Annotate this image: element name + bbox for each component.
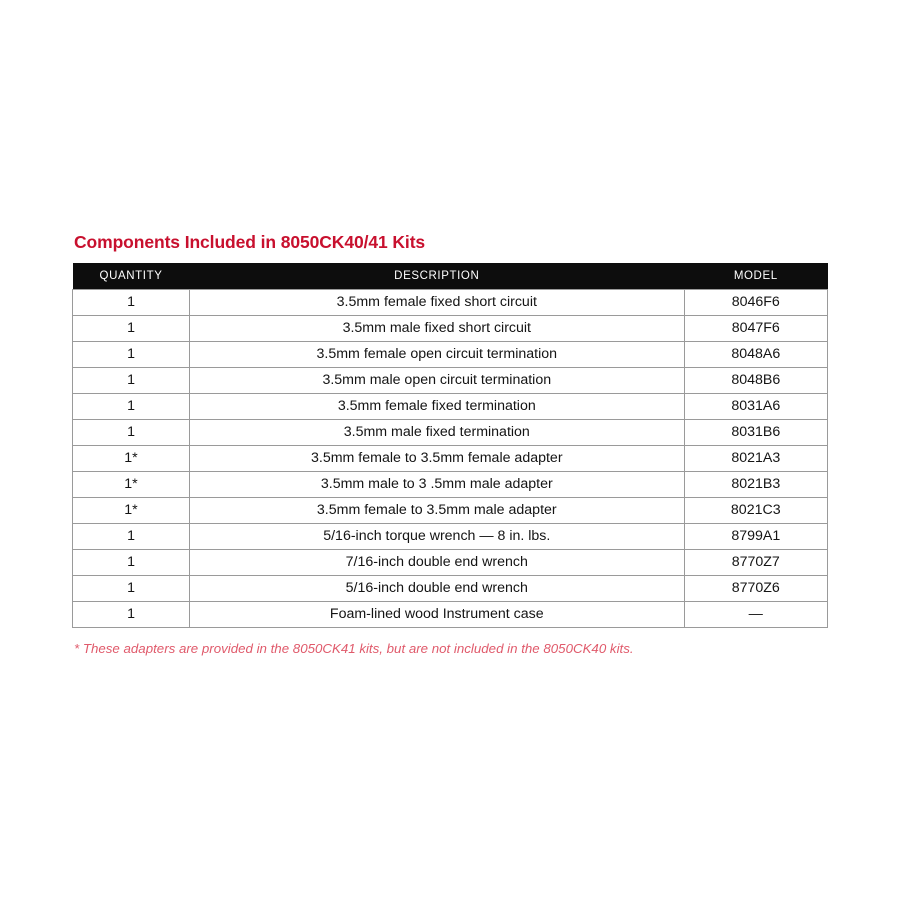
cell-quantity: 1 — [73, 550, 190, 576]
table-row — [73, 472, 828, 498]
cell-description: 3.5mm male to 3 .5mm male adapter — [190, 472, 685, 498]
cell-description: 3.5mm male fixed short circuit — [190, 316, 685, 342]
column-header-description: DESCRIPTION — [190, 263, 685, 290]
cell-model: 8799A1 — [684, 524, 827, 550]
cell-description: 3.5mm female open circuit termination — [190, 342, 685, 368]
page-title: Components Included in 8050CK40/41 Kits — [74, 232, 426, 252]
footnote: * These adapters are provided in the 8050CK41 kits, but are not included in the 8050CK40 kits. — [74, 641, 634, 656]
cell-description: 3.5mm female to 3.5mm male adapter — [190, 498, 685, 524]
cell-description: 3.5mm male open circuit termination — [190, 368, 685, 394]
column-header-model: MODEL — [684, 263, 827, 290]
table-body — [73, 290, 828, 628]
cell-description: 3.5mm female fixed termination — [190, 394, 685, 420]
cell-quantity: 1* — [73, 446, 190, 472]
cell-description: 7/16-inch double end wrench — [190, 550, 685, 576]
cell-description: Foam-lined wood Instrument case — [190, 602, 685, 628]
cell-description: 3.5mm female to 3.5mm female adapter — [190, 446, 685, 472]
cell-quantity: 1 — [73, 420, 190, 446]
cell-quantity: 1 — [73, 342, 190, 368]
cell-quantity: 1* — [73, 472, 190, 498]
cell-quantity: 1 — [73, 394, 190, 420]
cell-model: 8048A6 — [684, 342, 827, 368]
table-row — [73, 446, 828, 472]
cell-model: 8031B6 — [684, 420, 827, 446]
cell-model: — — [684, 602, 827, 628]
table-row — [73, 368, 828, 394]
table-row — [73, 316, 828, 342]
cell-description: 5/16-inch double end wrench — [190, 576, 685, 602]
cell-model: 8047F6 — [684, 316, 827, 342]
cell-model: 8031A6 — [684, 394, 827, 420]
components-block — [72, 232, 828, 656]
table-row — [73, 602, 828, 628]
cell-model: 8048B6 — [684, 368, 827, 394]
cell-quantity: 1 — [73, 316, 190, 342]
cell-quantity: 1 — [73, 576, 190, 602]
table-header-row — [73, 263, 828, 290]
cell-model: 8770Z6 — [684, 576, 827, 602]
cell-model: 8021C3 — [684, 498, 827, 524]
cell-quantity: 1* — [73, 498, 190, 524]
cell-quantity: 1 — [73, 368, 190, 394]
table-row — [73, 576, 828, 602]
cell-model: 8770Z7 — [684, 550, 827, 576]
cell-description: 5/16-inch torque wrench — 8 in. lbs. — [190, 524, 685, 550]
column-header-quantity: QUANTITY — [73, 263, 190, 290]
table-row — [73, 550, 828, 576]
cell-model: 8046F6 — [684, 290, 827, 316]
cell-model: 8021A3 — [684, 446, 827, 472]
cell-quantity: 1 — [73, 524, 190, 550]
cell-description: 3.5mm female fixed short circuit — [190, 290, 685, 316]
cell-quantity: 1 — [73, 290, 190, 316]
cell-model: 8021B3 — [684, 472, 827, 498]
cell-description: 3.5mm male fixed termination — [190, 420, 685, 446]
components-table — [72, 263, 828, 628]
table-row — [73, 394, 828, 420]
cell-quantity: 1 — [73, 602, 190, 628]
table-row — [73, 498, 828, 524]
table-row — [73, 524, 828, 550]
table-header — [73, 263, 828, 290]
table-row — [73, 420, 828, 446]
table-row — [73, 290, 828, 316]
table-row — [73, 342, 828, 368]
